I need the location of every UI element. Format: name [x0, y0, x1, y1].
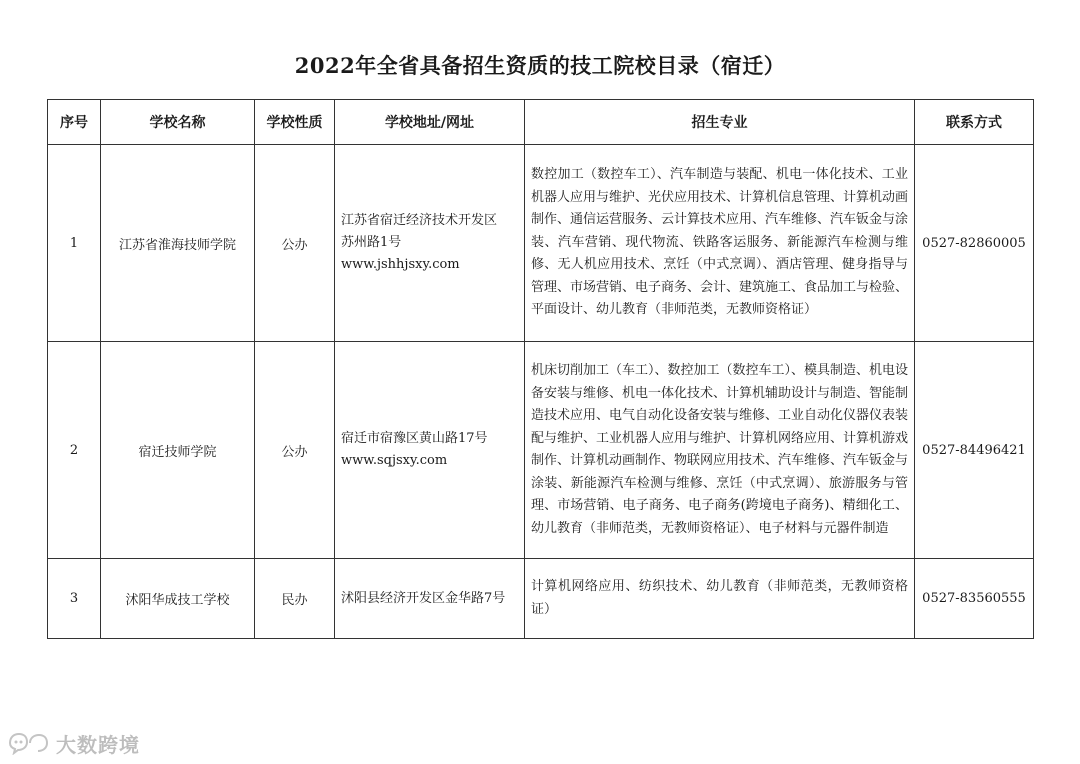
row-index: 2: [48, 342, 101, 559]
table-row: [48, 559, 1034, 639]
row-index: 3: [48, 559, 101, 639]
address-line: 江苏省宿迁经济技术开发区: [341, 213, 498, 228]
header-majors: 招生专业: [525, 100, 915, 145]
address-line: 苏州路1号: [341, 235, 402, 250]
website-url[interactable]: www.sqjsxy.com: [341, 453, 448, 468]
school-address: [335, 559, 525, 639]
school-type: 民办: [255, 559, 335, 639]
school-name: 江苏省淮海技师学院: [101, 145, 255, 342]
table-header-row: [48, 100, 1034, 145]
header-school-name: 学校名称: [101, 100, 255, 145]
header-contact: 联系方式: [915, 100, 1034, 145]
school-type: 公办: [255, 342, 335, 559]
website-url[interactable]: www.jshhjsxy.com: [341, 257, 460, 272]
school-directory-table: [47, 99, 1034, 639]
school-majors: 计算机网络应用、纺织技术、幼儿教育（非师范类，无教师资格证）: [525, 559, 915, 639]
table-row: [48, 342, 1034, 559]
chat-bubble-logo-icon: [6, 731, 50, 755]
document-title: 2022年全省具备招生资质的技工院校目录（宿迁）: [294, 53, 786, 78]
header-address: 学校地址/网址: [335, 100, 525, 145]
contact-phone: 0527-84496421: [915, 342, 1034, 559]
school-majors: 机床切削加工（车工）、数控加工（数控车工）、模具制造、机电设备安装与维修、机电一体化技术、计算机辅助设计与制造、智能制造技术应用、电气自动化设备安装与维修、工业自动化仪器仪表装配与维护、工业机器人应用与维护、计算机网络应用、计算机游戏制作、计算机动画制作、物联网应用技术、汽车维修、汽车钣金与涂装、新能源汽车检测与维修、烹饪（中式烹调）、旅游服务与管理、市场营销、电子商务、电子商务(跨境电子商务)、精细化工、幼儿教育（非师范类，无教师资格证）、电子材料与元器件制造: [525, 342, 915, 559]
row-index: 1: [48, 145, 101, 342]
address-line: 沭阳县经济开发区金华路7号: [341, 590, 506, 606]
watermark-text: 大数跨境: [56, 732, 140, 757]
school-address: [335, 342, 525, 559]
header-index: 序号: [48, 100, 101, 145]
address-line: 宿迁市宿豫区黄山路17号: [341, 431, 488, 446]
school-name: 宿迁技师学院: [101, 342, 255, 559]
school-name: 沭阳华成技工学校: [101, 559, 255, 639]
contact-phone: 0527-83560555: [915, 559, 1034, 639]
school-type: 公办: [255, 145, 335, 342]
watermark: [6, 730, 140, 756]
table-row: [48, 145, 1034, 342]
header-school-type: 学校性质: [255, 100, 335, 145]
contact-phone: 0527-82860005: [915, 145, 1034, 342]
school-majors: 数控加工（数控车工）、汽车制造与装配、机电一体化技术、工业机器人应用与维护、光伏应用技术、计算机信息管理、计算机动画制作、通信运营服务、云计算技术应用、汽车维修、汽车钣金与涂装、汽车营销、现代物流、铁路客运服务、新能源汽车检测与维修、无人机应用技术、烹饪（中式烹调）、酒店管理、健身指导与管理、市场营销、电子商务、会计、建筑施工、食品加工与检验、平面设计、幼儿教育（非师范类，无教师资格证）: [525, 145, 915, 342]
school-address: [335, 145, 525, 342]
